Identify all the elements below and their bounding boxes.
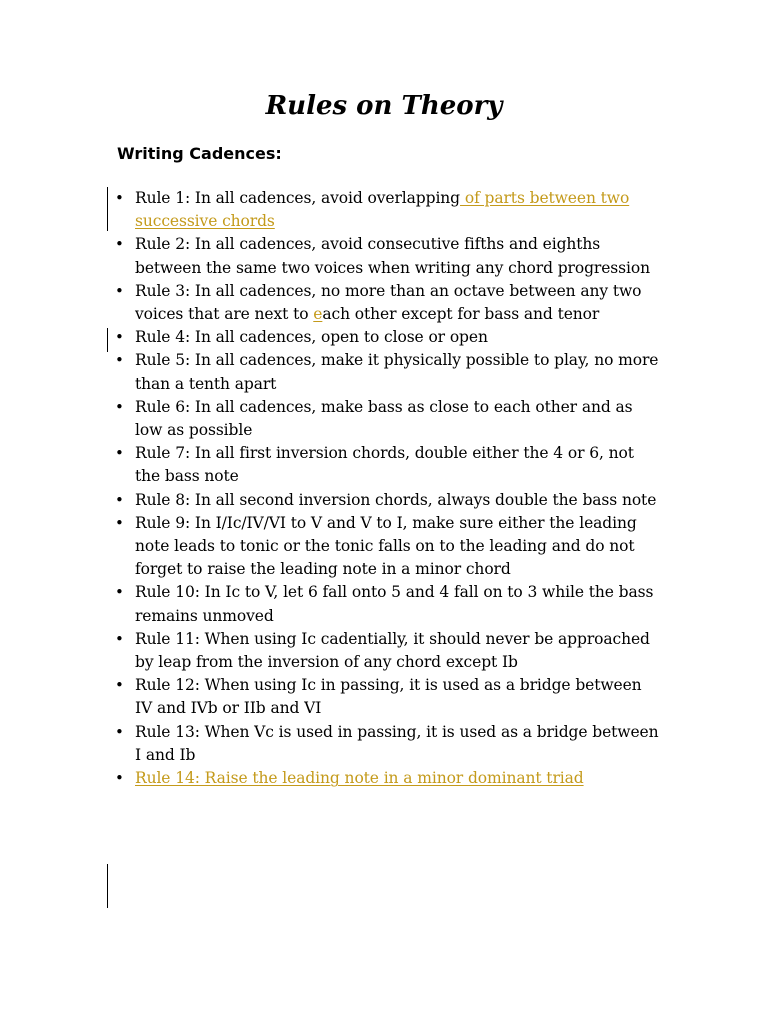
rule-item-6 — [115, 396, 660, 442]
bullet-icon: • — [115, 235, 124, 254]
rule-text: Rule 1: In all cadences, avoid overlapping — [135, 189, 461, 207]
rule-text: Rule 12: When using Ic in passing, it is used as a bridge between IV and IVb or IIb and VI — [135, 676, 642, 718]
tracked-change-text: Rule 14: Raise the leading note in a minor dominant triad — [135, 769, 584, 788]
tracked-change-text: e — [313, 305, 323, 324]
rule-text: Rule 8: In all second inversion chords, always double the bass note — [135, 490, 657, 509]
rule-text: Rule 11: When using Ic cadentially, it should never be approached by leap from the inversion of any chord except Ib — [135, 629, 650, 672]
rule-text: Rule 13: When Vc is used in passing, it is used as a bridge between I and Ib — [135, 722, 659, 764]
rule-text: Rule 7: In all first inversion chords, double either the 4 or 6, not the bass note — [135, 444, 634, 486]
rule-text: Rule 4: In all cadences, open to close or open — [135, 328, 488, 347]
rules-list — [115, 187, 660, 790]
rule-item-9 — [115, 512, 660, 582]
bullet-icon: • — [115, 722, 124, 741]
rule-text: Rule 10: In Ic to V, let 6 fall onto 5 and 4 fall on to 3 while the bass remains unmoved — [135, 583, 654, 625]
tracked-change-text: of parts between two successive chords — [135, 189, 630, 231]
change-bar — [107, 328, 108, 352]
rule-item-2 — [115, 233, 660, 279]
change-bar — [107, 187, 108, 231]
bullet-icon: • — [115, 397, 124, 416]
rule-text: Rule 3: In all cadences, no more than an octave between any two voices that are next to — [135, 281, 642, 324]
bullet-icon: • — [115, 189, 124, 207]
bullet-icon: • — [115, 629, 124, 648]
change-bar — [107, 864, 108, 908]
rule-item-7 — [115, 442, 660, 488]
rule-item-4 — [115, 326, 660, 349]
bullet-icon: • — [115, 490, 124, 509]
rule-item-1 — [115, 187, 660, 233]
bullet-icon: • — [115, 444, 124, 463]
rule-item-10 — [115, 581, 660, 627]
bullet-icon: • — [115, 583, 124, 602]
rule-text: Rule 2: In all cadences, avoid consecutive fifths and eighths between the same two voices when writing any chord progression — [135, 235, 650, 277]
bullet-icon: • — [115, 328, 124, 347]
rule-item-14 — [115, 767, 660, 790]
rule-text: Rule 5: In all cadences, make it physically possible to play, no more than a tenth apart — [135, 351, 659, 393]
bullet-icon: • — [115, 351, 124, 370]
rule-item-5 — [115, 349, 660, 395]
rule-item-12 — [115, 674, 660, 720]
rule-text: Rule 6: In all cadences, make bass as close to each other and as low as possible — [135, 397, 633, 440]
bullet-icon: • — [115, 676, 124, 695]
bullet-icon: • — [115, 281, 124, 300]
section-heading: Writing Cadences: — [117, 144, 282, 163]
rule-item-3 — [115, 280, 660, 326]
bullet-icon: • — [115, 769, 124, 788]
document-title: Rules on Theory — [265, 91, 503, 121]
rule-item-8 — [115, 489, 660, 512]
rule-item-13 — [115, 721, 660, 767]
rule-item-11 — [115, 628, 660, 674]
rule-text-continued: ach other except for bass and tenor — [322, 305, 600, 324]
rule-text: Rule 9: In I/Ic/IV/VI to V and V to I, make sure either the leading note leads to tonic or the tonic falls on to the leading and do not forget to raise the leading note in a minor chord — [135, 513, 637, 579]
bullet-icon: • — [115, 513, 124, 532]
